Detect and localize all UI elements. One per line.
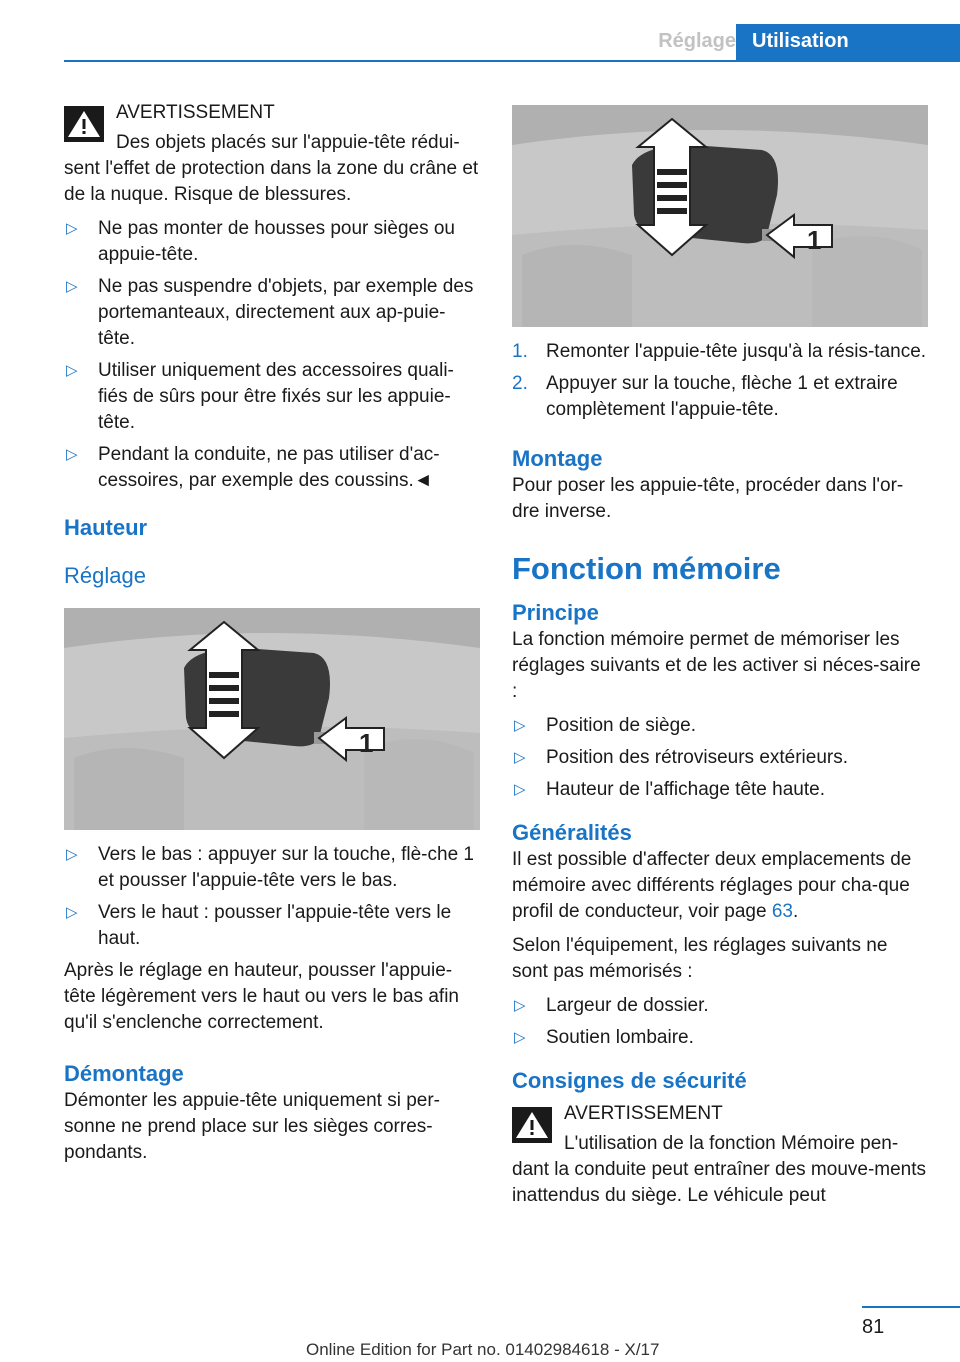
removal-steps — [512, 339, 928, 423]
photo-label: 1 — [807, 225, 822, 255]
bullet-icon: ▷ — [514, 781, 526, 798]
list-item: ▷ Soutien lombaire. — [512, 1025, 928, 1051]
list-item: ▷ Largeur de dossier. — [512, 993, 928, 1019]
footer-rule — [862, 1306, 960, 1308]
adjust-list — [64, 842, 480, 952]
heading-fonction-memoire: Fonction mémoire — [512, 551, 781, 586]
heading-demontage: Démontage — [64, 1061, 184, 1086]
header-rule — [64, 60, 960, 62]
bullet-icon: ▷ — [514, 997, 526, 1014]
warning-text: sent l'effet de protection dans la zone du crâne et de la nuque. Risque de blessures. — [64, 158, 479, 205]
list-item: ▷ Vers le bas : appuyer sur la touche, flè-che 1 et pousser l'appuie-tête vers le bas. — [66, 844, 474, 891]
list-item: ▷ Ne pas suspendre d'objets, par exemple des portemanteaux, directement aux ap-puie-tête. — [66, 276, 474, 349]
list-item: ▷ Vers le haut : pousser l'appuie-tête vers le haut. — [66, 902, 452, 949]
list-item: ▷ Position de siège. — [512, 713, 928, 739]
header-tab-utilisation[interactable]: Utilisation — [736, 24, 960, 62]
list-item: ▷ Position des rétroviseurs extérieurs. — [512, 745, 928, 771]
warning-text: dant la conduite peut entraîner des mouve-ments inattendus du siège. Le véhicule peut — [512, 1159, 927, 1206]
warning-title: AVERTISSEMENT — [564, 1103, 723, 1124]
bullet-icon: ▷ — [514, 1029, 526, 1046]
heading-hauteur: Hauteur — [64, 515, 148, 540]
after-adjust-text: Après le réglage en hauteur, pousser l'appuie-tête légèrement vers le haut ou vers le bas afin qu'il s'enclenche correctement. — [64, 960, 460, 1033]
list-item: ▷ Hauteur de l'affichage tête haute. — [512, 777, 928, 803]
page-link[interactable]: 63 — [771, 901, 793, 922]
montage-text: Pour poser les appuie-tête, procéder dans l'or-dre inverse. — [512, 475, 904, 522]
warning-list — [64, 216, 480, 494]
bullet-icon: ▷ — [514, 749, 526, 766]
list-item: 1. Remonter l'appuie-tête jusqu'à la résis-tance. — [512, 341, 927, 362]
heading-consignes: Consignes de sécurité — [512, 1068, 747, 1093]
warning-text-line: L'utilisation de la fonction Mémoire pen- — [564, 1133, 899, 1154]
bullet-icon: ▷ — [66, 278, 78, 295]
warning-box — [64, 100, 480, 208]
header-tab-reglage[interactable]: Réglage — [658, 30, 736, 52]
warning-title: AVERTISSEMENT — [116, 102, 275, 123]
list-item: ▷ Utiliser uniquement des accessoires quali-fiés de sûrs pour être fixés sur les appuie-tête. — [66, 360, 454, 433]
bullet-icon: ▷ — [66, 446, 78, 463]
principe-text: La fonction mémoire permet de mémoriser les réglages suivants et de les activer si néces-saire : — [512, 629, 921, 702]
warning-text-line: Des objets placés sur l'appuie-tête rédui- — [116, 132, 460, 153]
heading-montage: Montage — [512, 446, 603, 471]
equipment-text: Selon l'équipement, les réglages suivants ne sont pas mémorisés : — [512, 935, 888, 982]
list-item: ▷ Pendant la conduite, ne pas utiliser d'ac-cessoires, par exemple des coussins.◄ — [66, 444, 440, 491]
left-column — [64, 100, 480, 1166]
bullet-icon: ▷ — [66, 846, 78, 863]
heading-principe: Principe — [512, 600, 599, 625]
headrest-photo — [64, 608, 480, 830]
edition-text: Online Edition for Part no. 01402984618 - X/17 — [306, 1340, 660, 1359]
heading-reglage: Réglage — [64, 563, 146, 588]
warning-icon — [512, 1107, 552, 1143]
right-column — [512, 105, 928, 1209]
generalites-text: Il est possible d'affecter deux emplacements de mémoire avec différents réglages pour cha-que profil de conducteur, voir page 63. — [512, 849, 912, 922]
bullet-icon: ▷ — [66, 904, 78, 921]
page-number: 81 — [862, 1316, 885, 1338]
list-item: 2. Appuyer sur la touche, flèche 1 et extraire complètement l'appuie-tête. — [512, 373, 898, 420]
photo-label: 1 — [359, 728, 374, 758]
bullet-icon: ▷ — [66, 362, 78, 379]
page-header — [0, 0, 960, 62]
warning-icon — [64, 106, 104, 142]
heading-generalites: Généralités — [512, 820, 632, 845]
principe-list — [512, 713, 928, 803]
bullet-icon: ▷ — [66, 220, 78, 237]
equipment-list — [512, 993, 928, 1051]
bullet-icon: ▷ — [514, 717, 526, 734]
list-item: ▷ Ne pas monter de housses pour sièges ou appuie-tête. — [66, 218, 455, 265]
headrest-removal-photo — [512, 105, 928, 327]
demontage-text: Démonter les appuie-tête uniquement si per-sonne ne prend place sur les sièges corres-pondants. — [64, 1090, 440, 1163]
warning-box — [512, 1101, 928, 1209]
